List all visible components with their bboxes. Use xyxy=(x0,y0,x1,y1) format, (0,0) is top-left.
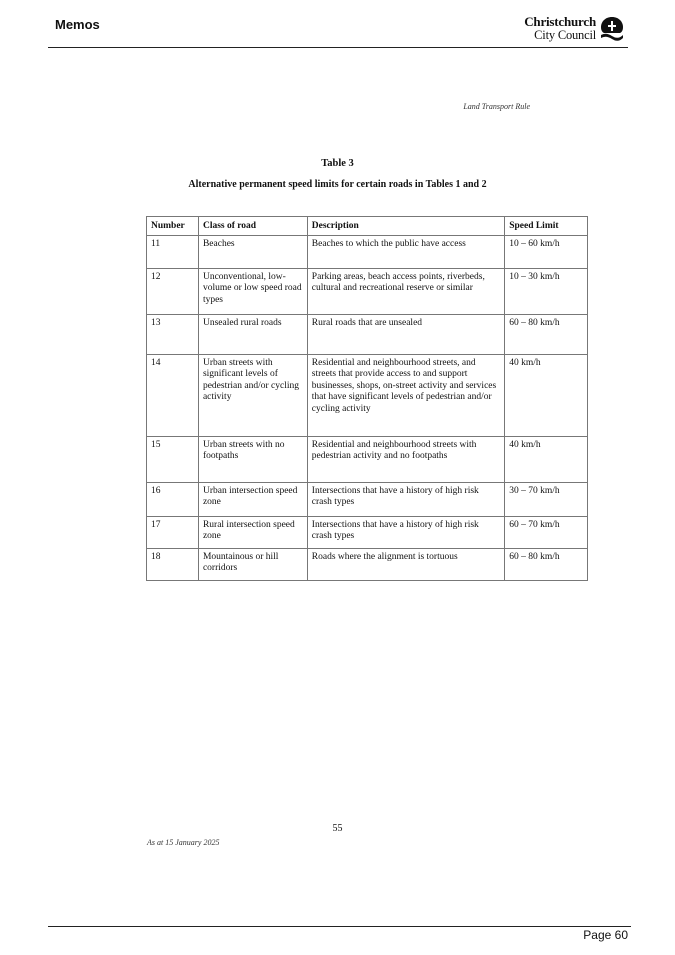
council-logo xyxy=(514,14,624,48)
column-header-number: Number xyxy=(147,217,199,236)
document-page-number: 55 xyxy=(332,823,343,834)
column-header-description: Description xyxy=(307,217,504,236)
table-row xyxy=(147,235,588,268)
cell-description: Intersections that have a history of high risk crash types xyxy=(307,516,504,548)
table-row xyxy=(147,516,588,548)
section-title: Memos xyxy=(55,17,100,32)
header-rule xyxy=(48,47,628,48)
cell-limit: 60 – 80 km/h xyxy=(505,314,588,354)
cell-description: Intersections that have a history of high risk crash types xyxy=(307,482,504,516)
column-header-speed-limit: Speed Limit xyxy=(505,217,588,236)
cell-limit: 40 km/h xyxy=(505,354,588,436)
cell-limit: 60 – 80 km/h xyxy=(505,548,588,580)
cell-number: 12 xyxy=(147,268,199,314)
table-row xyxy=(147,268,588,314)
table-row xyxy=(147,548,588,580)
table-subtitle: Alternative permanent speed limits for certain roads in Tables 1 and 2 xyxy=(188,179,487,190)
cell-class: Rural intersection speed zone xyxy=(198,516,307,548)
cell-class: Mountainous or hill corridors xyxy=(198,548,307,580)
cell-limit: 10 – 30 km/h xyxy=(505,268,588,314)
cell-limit: 60 – 70 km/h xyxy=(505,516,588,548)
cell-limit: 40 km/h xyxy=(505,436,588,482)
table-header-row xyxy=(147,217,588,236)
running-head: Land Transport Rule xyxy=(463,102,530,111)
cell-limit: 10 – 60 km/h xyxy=(505,235,588,268)
cell-number: 13 xyxy=(147,314,199,354)
cell-description: Roads where the alignment is tortuous xyxy=(307,548,504,580)
footer-rule xyxy=(48,926,631,927)
page-label: Page 60 xyxy=(583,928,628,942)
speed-limit-table xyxy=(146,216,588,581)
cell-class: Beaches xyxy=(198,235,307,268)
table-row xyxy=(147,482,588,516)
cell-class: Urban intersection speed zone xyxy=(198,482,307,516)
cell-number: 17 xyxy=(147,516,199,548)
cell-class: Urban streets with no footpaths xyxy=(198,436,307,482)
cell-class: Unsealed rural roads xyxy=(198,314,307,354)
cathedral-icon xyxy=(600,16,624,42)
cell-description: Beaches to which the public have access xyxy=(307,235,504,268)
cell-class: Unconventional, low-volume or low speed road types xyxy=(198,268,307,314)
cell-number: 11 xyxy=(147,235,199,268)
as-at-date: As at 15 January 2025 xyxy=(147,838,220,847)
logo-text-line1: Christchurch xyxy=(524,14,596,29)
logo-text-line2: City Council xyxy=(534,28,596,42)
table-row xyxy=(147,354,588,436)
cell-number: 14 xyxy=(147,354,199,436)
cell-class: Urban streets with significant levels of pedestrian and/or cycling activity xyxy=(198,354,307,436)
cell-description: Rural roads that are unsealed xyxy=(307,314,504,354)
cell-description: Residential and neighbourhood streets with pedestrian activity and no footpaths xyxy=(307,436,504,482)
column-header-class: Class of road xyxy=(198,217,307,236)
cell-limit: 30 – 70 km/h xyxy=(505,482,588,516)
table-row xyxy=(147,436,588,482)
cell-number: 18 xyxy=(147,548,199,580)
cell-number: 15 xyxy=(147,436,199,482)
table-row xyxy=(147,314,588,354)
cell-number: 16 xyxy=(147,482,199,516)
table-title: Table 3 xyxy=(321,158,354,169)
cell-description: Parking areas, beach access points, riverbeds, cultural and recreational reserve or similar xyxy=(307,268,504,314)
cell-description: Residential and neighbourhood streets, and streets that provide access to and support businesses, shops, on-street activity and services that have significant levels of pedestrian and/or cycling activity xyxy=(307,354,504,436)
